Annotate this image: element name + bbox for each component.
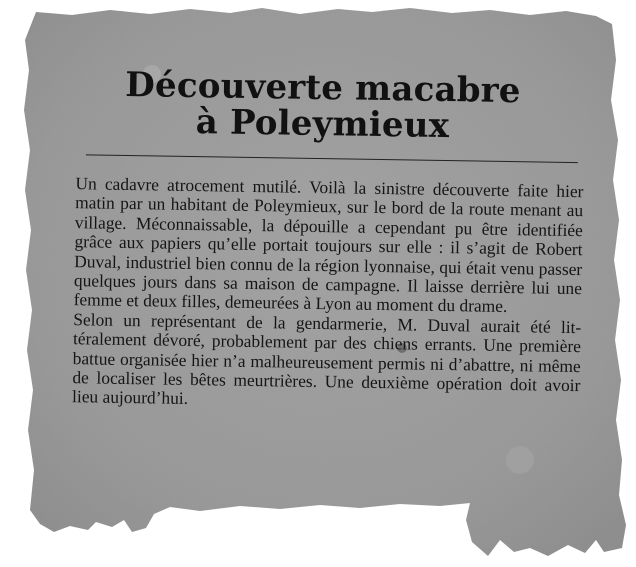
headline-divider <box>86 154 578 163</box>
article-paragraph-2: Selon un représentant de la gendarmerie, M. Duval aurait été littéralement dévoré, probablement par des chiens errants. Une première battue organisée hier n’a malheureusement permis ni d’abattre, ni même de localiser les bêtes meurtrières. Une deuxième opération doit avoir lieu aujourd’hui. <box>71 309 582 409</box>
headline-line-1: Découverte macabre <box>125 64 521 112</box>
article-body <box>72 174 584 415</box>
headline-line-2: à Poleymieux <box>195 102 450 147</box>
article-headline <box>62 66 583 146</box>
article-paragraph-1: Un cadavre atrocement mutilé. Voilà la sinistre découverte faite hier matin par un habitant de Poleymieux, sur le bord de la route menant au village. Méconnaissable, la dépouille a cependant pu être identifiée grâce aux papiers qu’elle portait toujours sur elle : il s’agit de Robert Duval, industriel bien connu de la région lyonnaise, qui était venu passer quelques jours dans sa maison de campagne. Il laisse derrière lui une femme et deux filles, demeurées à Lyon au moment du drame. <box>73 173 584 317</box>
